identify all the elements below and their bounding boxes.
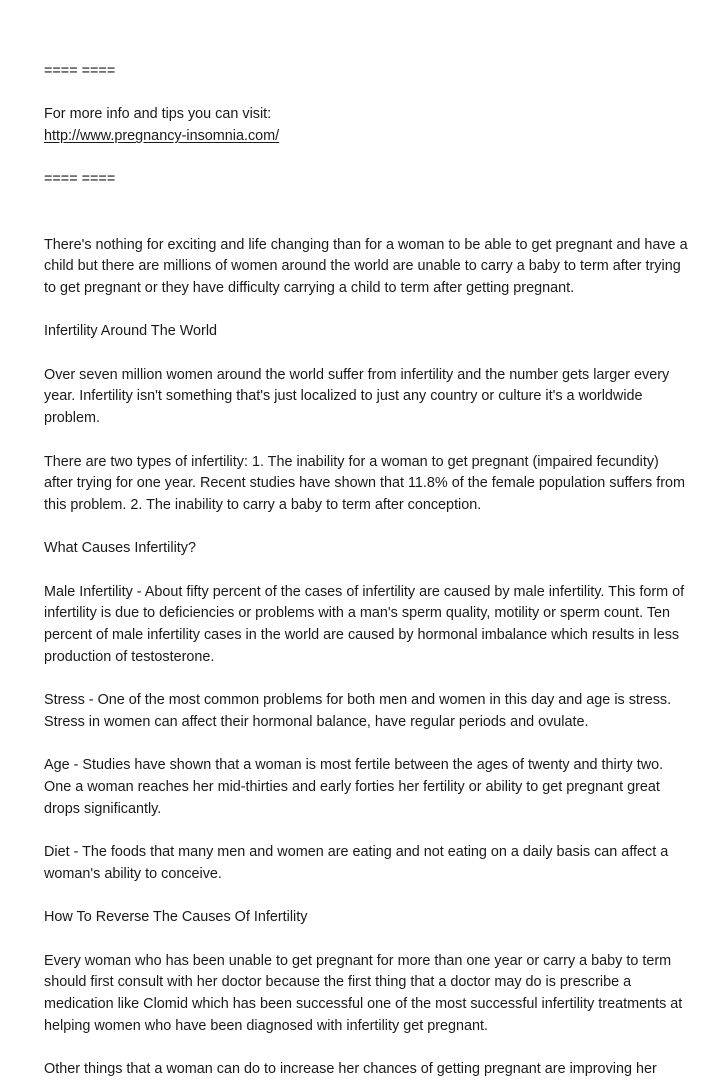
section-heading-infertility-world: Infertility Around The World [44,323,218,340]
section-heading-causes: What Causes Infertility? [44,540,196,557]
website-link-line [44,126,689,148]
paragraph-types-of-infertility: There are two types of infertility: 1. The inability for a woman to get pregnant (impaired fecundity) after trying for one year. Recent studies have shown that 11.8% of the female population suffers from this problem. 2. The inability to carry a baby to term after conception. [44,453,686,513]
paragraph-consult-doctor: Every woman who has been unable to get pregnant for more than one year or carry a baby to term should first consult with her doctor because the first thing that a doctor may do is prescribe a medication like Clomid which has been successful one of the most successful infertility treatments at helping women who have been diagnosed with infertility get pregnant. [44,952,683,1034]
document-page [44,61,689,1081]
info-line: For more info and tips you can visit: [44,106,272,123]
section-heading-reverse-causes: How To Reverse The Causes Of Infertility [44,909,308,926]
website-link[interactable]: http://www.pregnancy-insomnia.com/ [44,128,280,145]
paragraph-other-things: Other things that a woman can do to increase her chances of getting pregnant are improving her [44,1061,657,1078]
paragraph-stress: Stress - One of the most common problems for both men and women in this day and age is stress. Stress in women can affect their hormonal balance, have regular periods and ovulate. [44,692,672,730]
separator-top: ==== ==== [44,63,116,79]
paragraph-diet: Diet - The foods that many men and women are eating and not eating on a daily basis can affect a woman's ability to conceive. [44,844,669,882]
paragraph-age: Age - Studies have shown that a woman is most fertile between the ages of twenty and thirty two. One a woman reaches her mid-thirties and early forties her fertility or ability to get pregnant great drops significantly. [44,757,664,817]
paragraph-male-infertility: Male Infertility - About fifty percent of the cases of infertility are caused by male infertility. This form of infertility is due to deficiencies or problems with a man's sperm quality, motility or sperm count. Ten percent of male infertility cases in the world are caused by hormonal imbalance which results in less production of testosterone. [44,583,685,665]
paragraph-seven-million: Over seven million women around the world suffer from infertility and the number gets larger every year. Infertility isn't something that's just localized to just any country or culture it's a worldwide problem. [44,366,670,427]
intro-paragraph: There's nothing for exciting and life changing than for a woman to be able to get pregnant and have a child but there are millions of women around the world are unable to carry a baby to term after trying to get pregnant or they have difficulty carrying a child to term after getting pregnant. [44,236,688,296]
separator-bottom: ==== ==== [44,171,116,188]
